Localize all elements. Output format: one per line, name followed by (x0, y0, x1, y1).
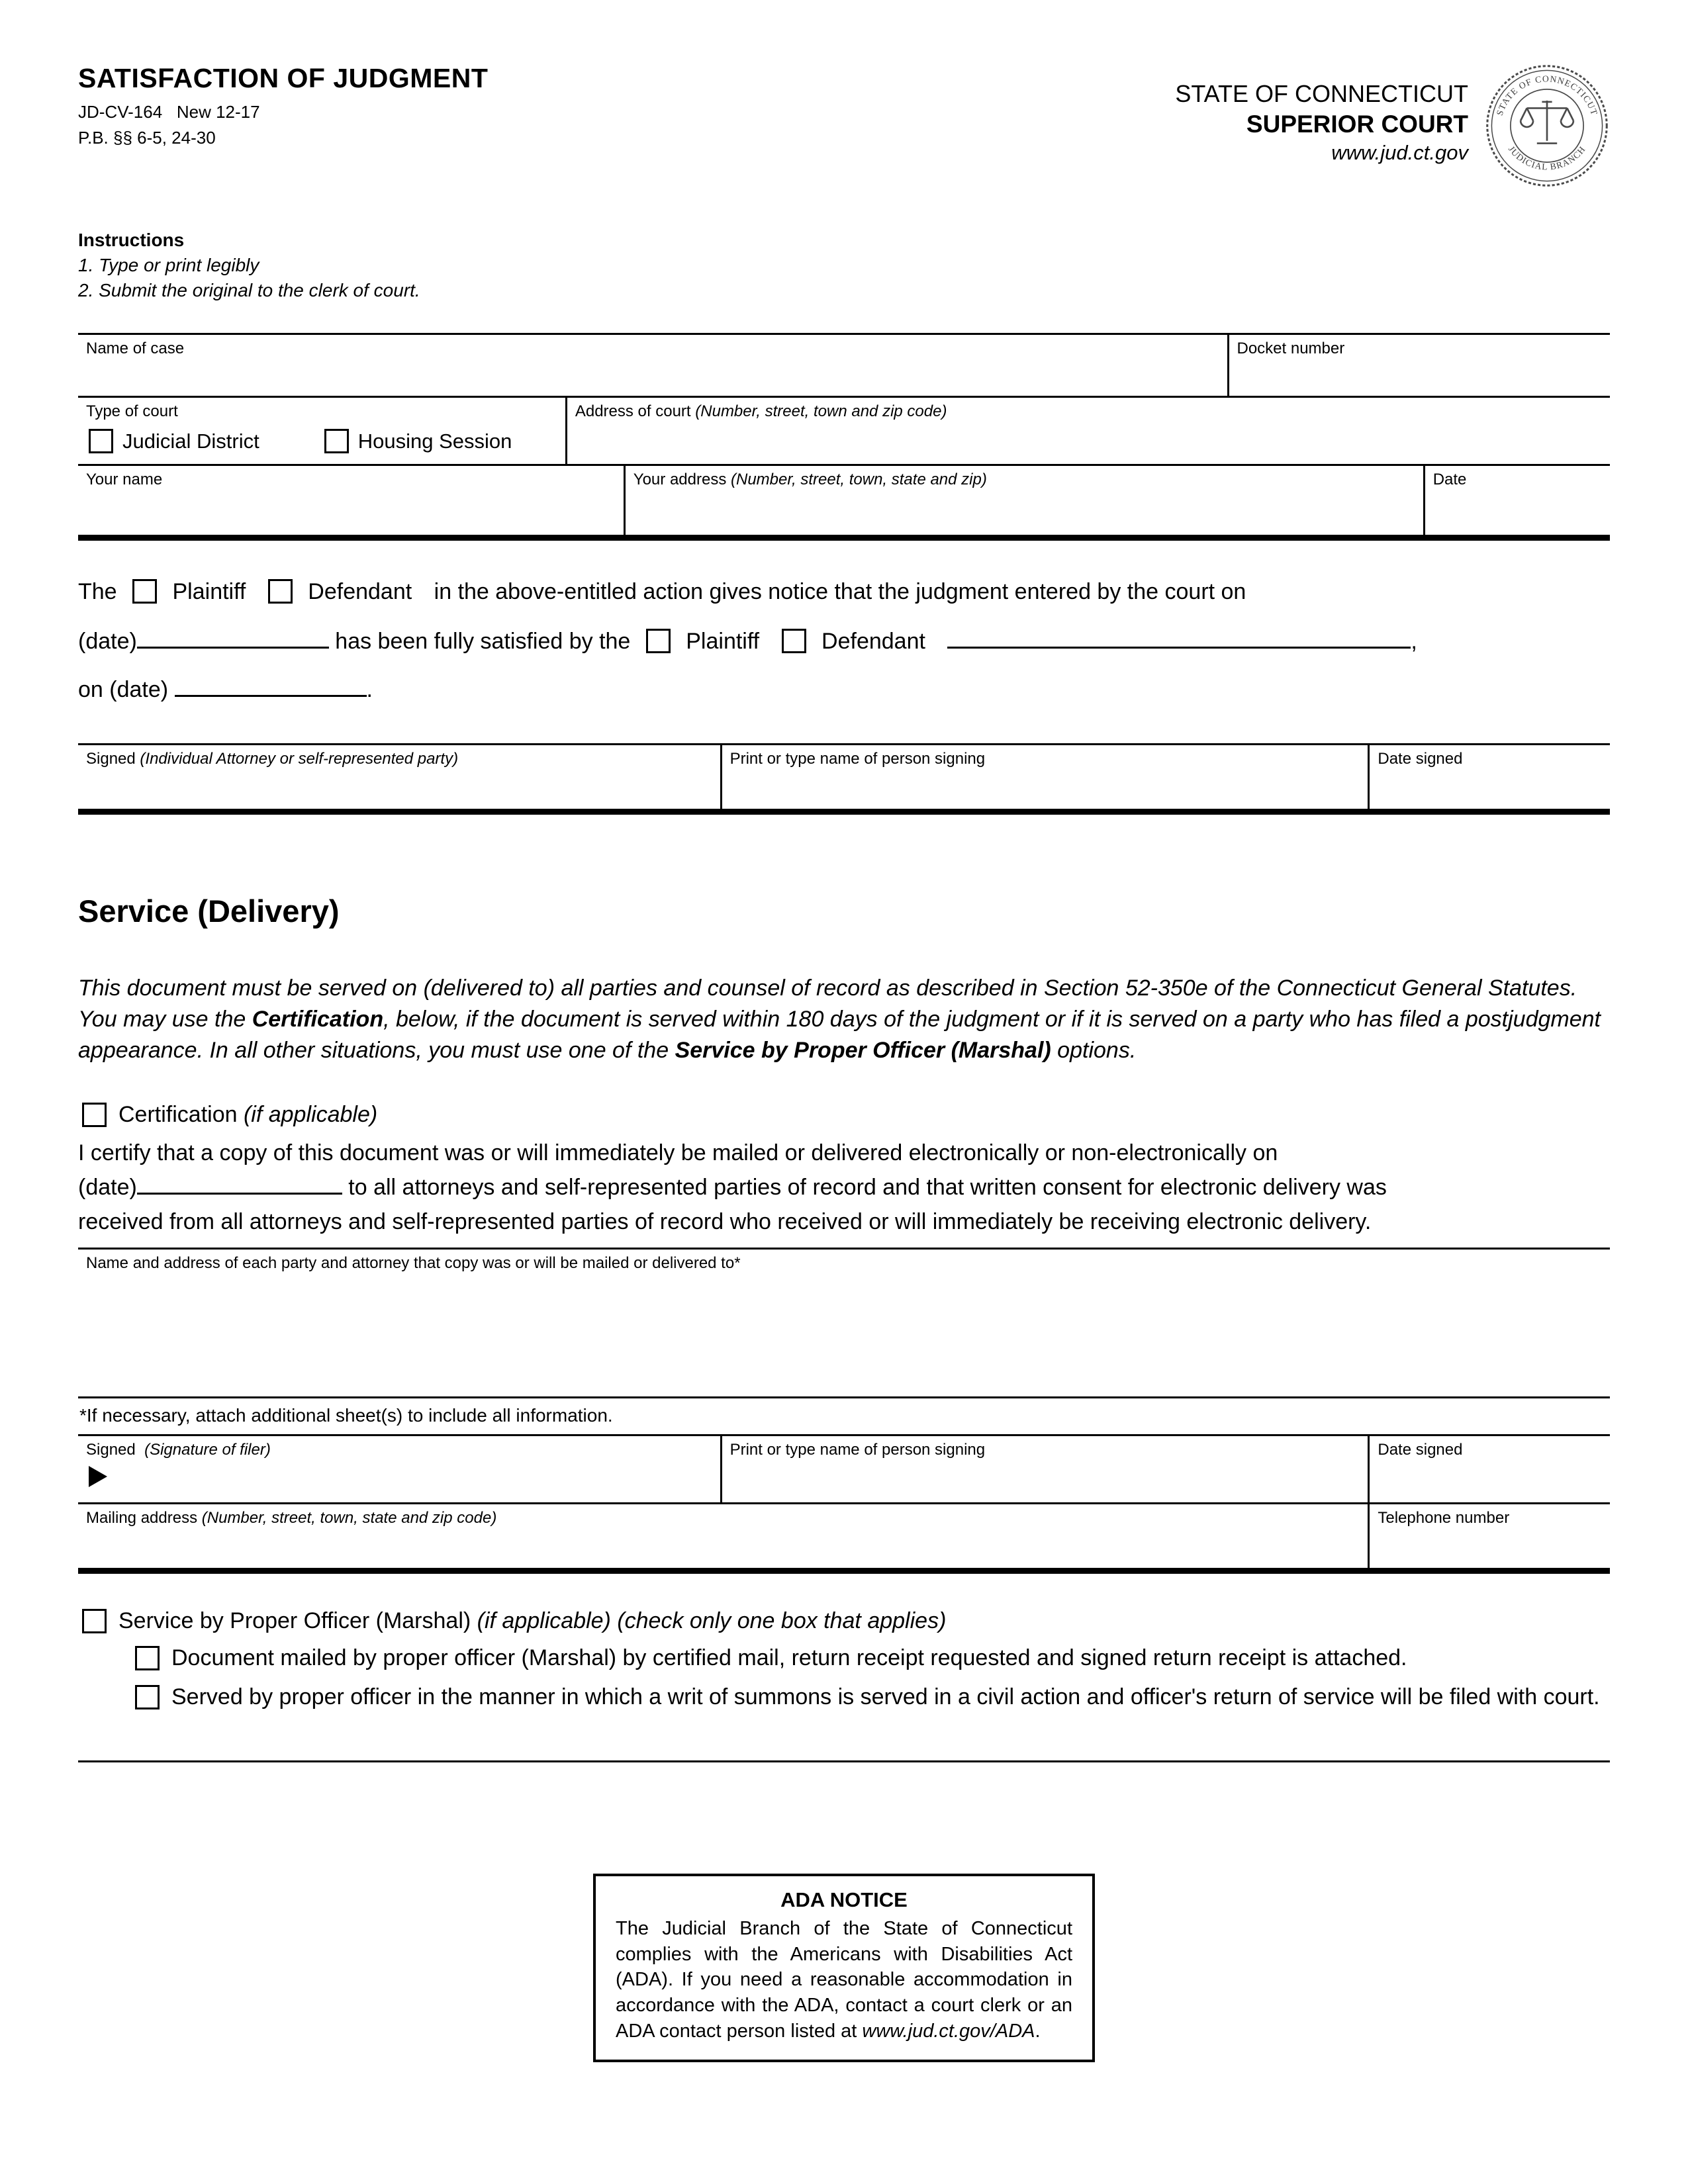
signature-1-row (78, 745, 1610, 815)
notice-line-3 (78, 678, 1610, 701)
notice-line-2 (78, 629, 1610, 653)
address-of-court-field[interactable] (565, 398, 1610, 464)
service-section-heading: Service (Delivery) (78, 893, 340, 929)
housing-session-checkbox[interactable] (324, 429, 349, 453)
mailing-address-label: Mailing address (Number, street, town, state and zip code) (86, 1508, 497, 1527)
case-info-row-2 (78, 398, 1610, 466)
ada-notice-box (593, 1874, 1095, 2062)
marshal-service-checkbox[interactable] (82, 1609, 107, 1633)
print-name-field-1[interactable] (720, 745, 1368, 809)
certification-date-blank[interactable] (137, 1191, 342, 1195)
date-signed-field-2[interactable] (1368, 1436, 1610, 1502)
parties-served-label: Name and address of each party and attorney that copy was or will be mailed or delivered to* (86, 1253, 741, 1272)
case-info-table (78, 333, 1610, 541)
form-number: JD-CV-164 New 12-17 (78, 102, 260, 122)
seal-top-text: STATE OF CONNECTICUT (1494, 73, 1600, 117)
notice-the: The (78, 579, 117, 604)
signature-2-row-2 (78, 1504, 1610, 1574)
your-name-field[interactable] (78, 466, 624, 535)
header (78, 63, 1610, 189)
satisfied-by-text: has been fully satisfied by the (335, 629, 631, 654)
satisfied-plaintiff-checkbox[interactable] (646, 629, 671, 653)
case-info-row-3 (78, 466, 1610, 541)
certification-line-2: (date) to all attorneys and self-represented parties of record and that written consent for electronic delivery was (78, 1174, 1387, 1200)
instruction-item-2: 2. Submit the original to the clerk of court. (78, 280, 420, 300)
type-of-court-label: Type of court (86, 402, 178, 420)
satisfied-party-name-blank[interactable] (947, 645, 1411, 649)
seal-bottom-text: JUDICIAL BRANCH (1506, 144, 1588, 172)
type-of-court-field (78, 398, 565, 464)
docket-number-field[interactable] (1227, 335, 1611, 396)
mailing-address-field[interactable] (78, 1504, 1368, 1568)
marshal-option (78, 1608, 1610, 1634)
judicial-branch-seal (1484, 63, 1610, 189)
notice-comma: , (1411, 629, 1417, 654)
marshal-option-1 (135, 1643, 1610, 1674)
judicial-district-label: Judicial District (122, 429, 259, 453)
instructions (78, 230, 1610, 301)
case-info-row-1 (78, 335, 1610, 398)
date-signed-label-1: Date signed (1378, 750, 1463, 768)
print-name-label-1: Print or type name of person signing (729, 750, 986, 768)
your-name-label: Your name (86, 471, 163, 488)
notice-defendant-label: Defendant (308, 579, 412, 604)
name-of-case-label: Name of case (86, 340, 185, 357)
header-right (1175, 63, 1610, 189)
state-name: STATE OF CONNECTICUT (1175, 80, 1468, 107)
signed-filer-field[interactable] (78, 1436, 720, 1502)
your-address-field[interactable] (624, 466, 1423, 535)
notice-statement (78, 579, 1610, 701)
section-divider (78, 1760, 1610, 1762)
writ-service-checkbox[interactable] (135, 1685, 160, 1709)
satisfaction-date-label: on (date) (78, 677, 169, 702)
date-label: Date (1432, 471, 1467, 488)
certification-line-1: I certify that a copy of this document was or will immediately be mailed or delivered electronically or non-electronically on (78, 1140, 1278, 1165)
signed-attorney-label: Signed (Individual Attorney or self-represented party) (86, 750, 459, 768)
notice-line-1 (78, 579, 1610, 604)
telephone-number-field[interactable] (1368, 1504, 1610, 1568)
name-of-case-field[interactable] (78, 335, 1227, 396)
parties-served-box[interactable] (78, 1248, 1610, 1398)
notice-period: . (366, 677, 373, 702)
header-left (78, 63, 488, 148)
form-title: SATISFACTION OF JUDGMENT (78, 63, 489, 93)
signed-filer-label: Signed (Signature of filer) (86, 1440, 271, 1459)
form-pb-reference: P.B. §§ 6-5, 24-30 (78, 128, 216, 148)
satisfied-plaintiff-label: Plaintiff (686, 629, 760, 654)
print-name-field-2[interactable] (720, 1436, 1368, 1502)
court-type-options (89, 429, 557, 453)
signature-2-row-1 (78, 1436, 1610, 1504)
certification-label: Certification (if applicable) (118, 1101, 378, 1127)
print-name-label-2: Print or type name of person signing (729, 1440, 986, 1459)
instructions-title: Instructions (78, 230, 185, 250)
marshal-service-label: Service by Proper Officer (Marshal) (if applicable) (check only one box that applies) (118, 1608, 947, 1633)
marshal-section (78, 1608, 1610, 1713)
judgment-date-label: (date) (78, 629, 137, 654)
date-field[interactable] (1423, 466, 1610, 535)
judicial-district-checkbox[interactable] (89, 429, 113, 453)
date-signed-label-2: Date signed (1378, 1440, 1463, 1459)
date-signed-field-1[interactable] (1368, 745, 1610, 809)
seal-graphic (1484, 63, 1610, 189)
your-address-label: Your address (Number, street, town, state and zip) (633, 471, 987, 488)
certification-checkbox[interactable] (82, 1103, 107, 1127)
court-name: SUPERIOR COURT (1246, 111, 1468, 138)
service-instructions-paragraph: This document must be served on (delivered to) all parties and counsel of record as described in Section 52-350e of the Connecticut General Statutes. You may use the Certification, below, if the document is served within 180 days of the judgment or if it is served on a party who has filed a postjudgment appearance. In all other situations, you must use one of the Service by Proper Officer (Marshal) options. (78, 976, 1601, 1063)
certification-line-3: received from all attorneys and self-represented parties of record who received or will immediately be receiving electronic delivery. (78, 1209, 1372, 1235)
housing-session-label: Housing Session (357, 429, 512, 453)
notice-line-1-text: in the above-entitled action gives notice that the judgment entered by the court on (434, 579, 1246, 604)
certified-mail-checkbox[interactable] (135, 1646, 160, 1670)
notice-plaintiff-checkbox[interactable] (132, 579, 157, 604)
signature-pointer-icon (89, 1466, 107, 1487)
notice-plaintiff-label: Plaintiff (172, 579, 246, 604)
certified-mail-label: Document mailed by proper officer (Marshal) by certified mail, return receipt requested and signed return receipt is attached. (171, 1645, 1407, 1670)
signed-attorney-field[interactable] (78, 745, 720, 809)
address-of-court-label: Address of court (Number, street, town and zip code) (575, 402, 947, 420)
signature-table-1 (78, 743, 1610, 815)
marshal-option-2 (135, 1682, 1610, 1713)
court-website: www.jud.ct.gov (1331, 141, 1468, 164)
satisfied-defendant-checkbox[interactable] (782, 629, 806, 653)
court-identity (1175, 80, 1468, 165)
judgment-date-blank[interactable] (137, 645, 329, 649)
certification-date-label: (date) (78, 1174, 137, 1200)
ada-notice-body: The Judicial Branch of the State of Connecticut complies with the Americans with Disabilities Act (ADA). If you need a reasonable accommodation in accordance with the ADA, contact a court clerk or an ADA contact person listed at www.jud.ct.gov/ADA. (616, 1918, 1072, 2042)
additional-sheet-footnote: *If necessary, attach additional sheet(s) to include all information. (79, 1404, 613, 1426)
signature-table-2 (78, 1434, 1610, 1574)
certification-option (78, 1102, 1610, 1128)
instruction-item-1: 1. Type or print legibly (78, 255, 259, 275)
telephone-number-label: Telephone number (1378, 1508, 1510, 1527)
certification-text (78, 1137, 1610, 1238)
writ-service-label: Served by proper officer in the manner in which a writ of summons is served in a civil action and officer's return of service will be filed with court. (171, 1684, 1600, 1710)
ada-notice-title: ADA NOTICE (780, 1888, 908, 1912)
docket-number-label: Docket number (1237, 340, 1345, 357)
notice-defendant-checkbox[interactable] (268, 579, 293, 604)
satisfaction-date-blank[interactable] (175, 694, 367, 697)
satisfied-defendant-label: Defendant (821, 629, 925, 654)
